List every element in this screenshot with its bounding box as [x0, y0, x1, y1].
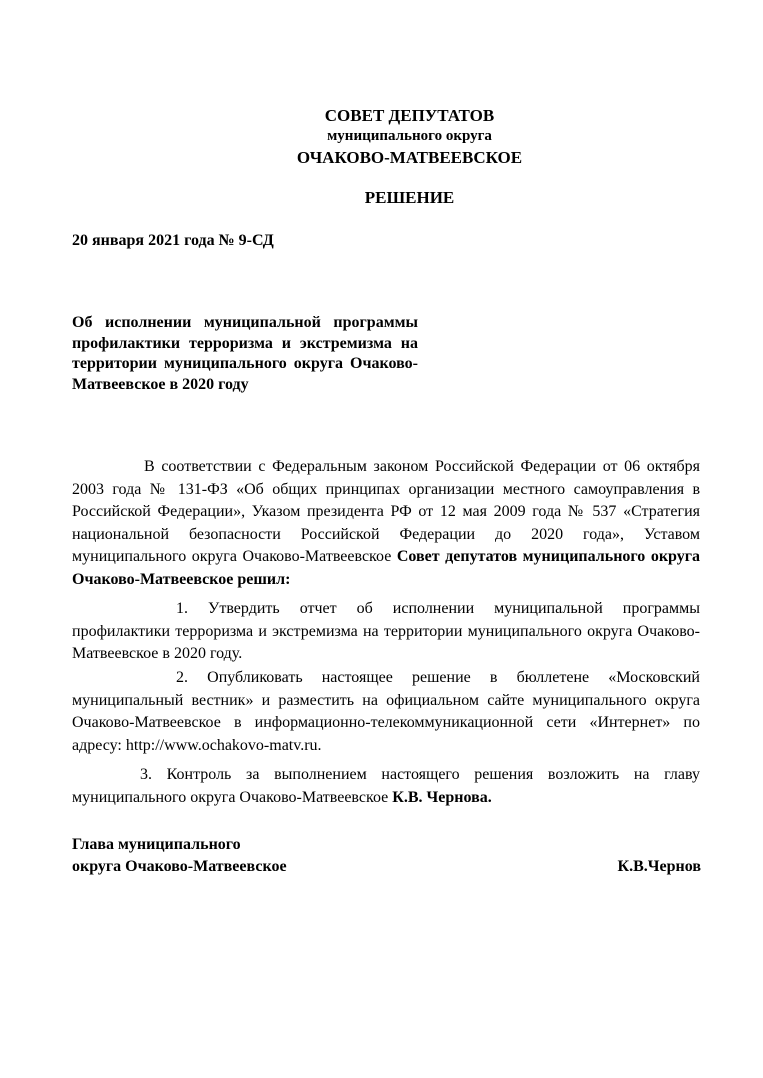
preamble-resolution: Совет депутатов муниципального округа Очаково-Матвеевское решил: [72, 548, 700, 588]
signatory-title-line1: Глава муниципального [72, 836, 241, 853]
item-3-paragraph [72, 764, 700, 809]
preamble-text: В соответствии с Федеральным законом Российской Федерации от 06 октября 2003 года № 131-ФЗ «Об общих принципах организации местного самоуправления в Российской Федерации», Указом президента РФ от 12 мая 2009 года № 537 «Стратегия национальной безопасности Российской Федерации до 2020 года», Уставом муниципального округа Очаково-Матвеевское [72, 458, 700, 565]
item-3-text: 3. Контроль за выполнением настоящего решения возложить на главу муниципального округа Очаково-Матвеевское [72, 766, 700, 806]
council-title: СОВЕТ ДЕПУТАТОВ [324, 106, 495, 125]
preamble-paragraph [72, 456, 700, 591]
decision-date-number: 20 января 2021 года № 9-СД [72, 232, 274, 249]
signatory-name: К.В.Чернов [617, 858, 701, 875]
item-2-paragraph: 2. Опубликовать настоящее решение в бюллетене «Московский муниципальный вестник» и разместить на официальном сайте муниципального округа Очаково-Матвеевское в информационно-телекоммуникационной сети «Интернет» по адресу: http://www.ochakovo-matv.ru. [72, 669, 700, 754]
item-3-person: К.В. Чернова. [392, 788, 492, 806]
district-name: ОЧАКОВО-МАТВЕЕВСКОЕ [296, 148, 523, 167]
document-type: РЕШЕНИЕ [364, 188, 455, 207]
district-subtitle: муниципального округа [327, 128, 492, 144]
signatory-title-line2: округа Очаково-Матвеевское [72, 858, 287, 875]
decision-subject: Об исполнении муниципальной программы профилактики терроризма и экстремизма на территории муниципального округа Очаково-Матвеевское в 2020 году [72, 314, 418, 393]
item-1-paragraph: 1. Утвердить отчет об исполнении муниципальной программы профилактики терроризма и экстремизма на территории муниципального округа Очаково-Матвеевское в 2020 году. [72, 600, 700, 662]
